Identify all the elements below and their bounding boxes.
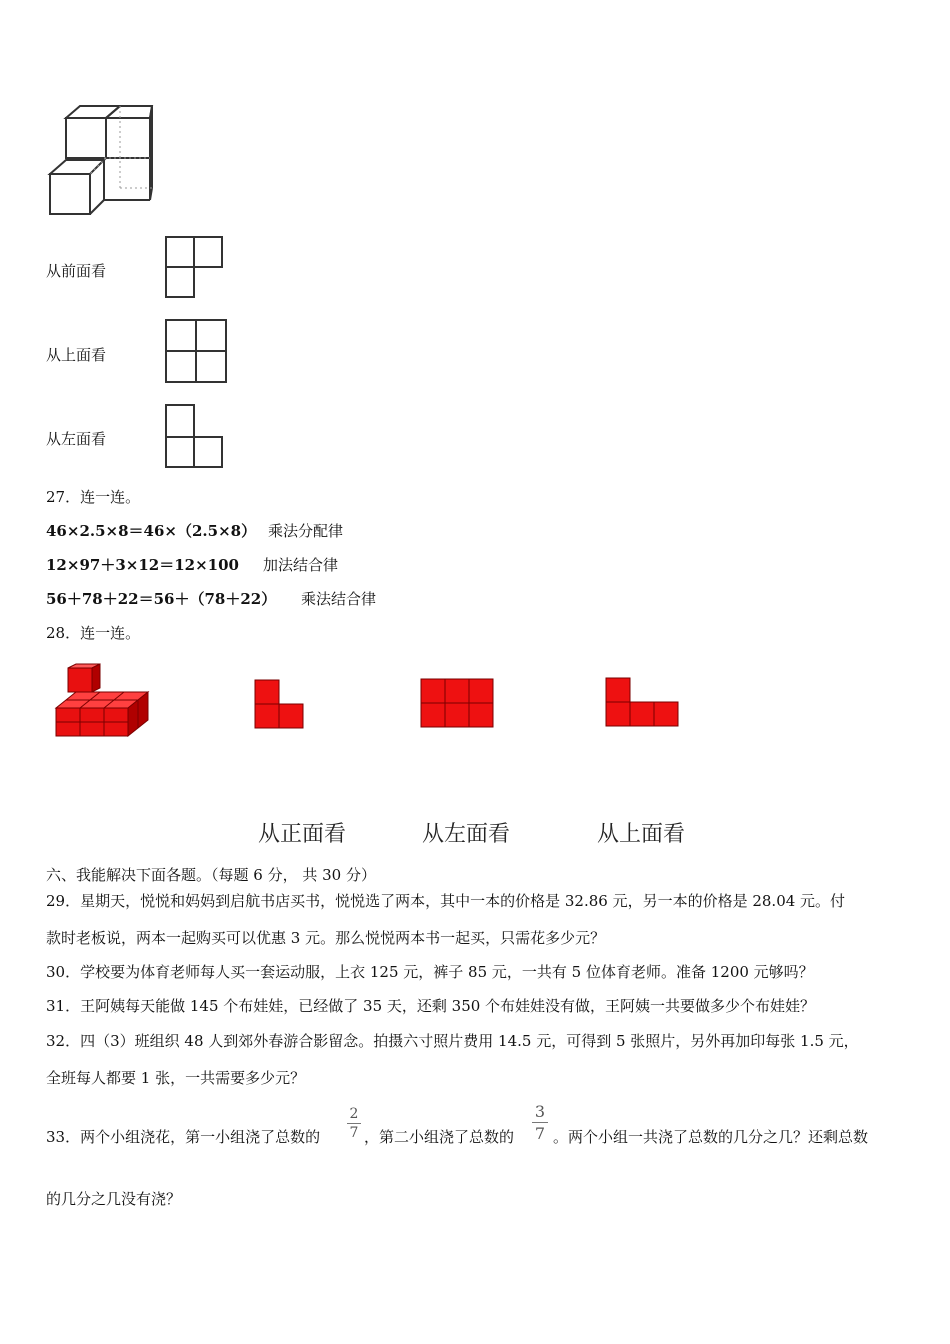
- q29-line-2: 款时老板说，两本一起购买可以优惠 3 元。那么悦悦两本书一起买，只需花多少元？: [46, 929, 606, 947]
- fraction-2-denominator: 7: [534, 1124, 546, 1143]
- fraction-1-denominator: 7: [349, 1125, 359, 1141]
- cube-solid-figure: [46, 102, 156, 218]
- q32-line-2: 全班每人都要 1 张，一共需要多少元？: [46, 1069, 306, 1087]
- fraction-1-numerator: 2: [349, 1106, 359, 1122]
- red-view-l-shape: [254, 679, 306, 731]
- q27-law-1: 乘法分配律: [268, 522, 344, 540]
- q27-expr-2: 12×97＋3×12＝12×100: [46, 556, 239, 574]
- q27-law-2: 加法结合律: [263, 556, 339, 574]
- q27-title: 27．连一连。: [46, 488, 141, 506]
- q27-expr-3: 56＋78＋22＝56＋（78＋22）: [46, 590, 277, 608]
- q31-text: 31．王阿姨每天能做 145 个布娃娃，已经做了 35 天，还剩 350 个布娃娃没有做，王阿姨一共要做多少个布娃娃？: [46, 997, 816, 1015]
- q28-caption-left: 从左面看: [422, 822, 511, 847]
- q27-expr-1: 46×2.5×8＝46×（2.5×8）: [46, 522, 257, 540]
- q27-law-3: 乘法结合律: [301, 590, 377, 608]
- front-view-grid: [164, 235, 224, 299]
- q33-part-1: 33．两个小组浇花，第一小组浇了总数的: [46, 1128, 321, 1146]
- view-label-left: 从左面看: [46, 430, 107, 448]
- q33-part-2: ，第二小组浇了总数的: [364, 1128, 515, 1146]
- section-6-title: 六、我能解决下面各题。（每题 6 分， 共 30 分）: [46, 866, 376, 884]
- q33-fraction-2: [532, 1102, 548, 1143]
- left-view-grid: [164, 403, 224, 469]
- q28-title: 28．连一连。: [46, 624, 141, 642]
- red-view-rectangle: [420, 678, 496, 730]
- view-label-front: 从前面看: [46, 262, 107, 280]
- red-view-long-l-shape: [605, 677, 681, 729]
- red-cube-solid: [52, 664, 152, 740]
- q33-line-2: 的几分之几没有浇？: [46, 1190, 182, 1208]
- q32-line-1: 32．四（3）班组织 48 人到郊外春游合影留念。拍摄六寸照片费用 14.5 元，可得到 5 张照片，另外再加印每张 1.5 元，: [46, 1032, 859, 1050]
- fraction-2-numerator: 3: [534, 1102, 546, 1121]
- q28-caption-front: 从正面看: [258, 822, 347, 847]
- q29-line-1: 29．星期天，悦悦和妈妈到启航书店买书，悦悦选了两本，其中一本的价格是 32.86 元，另一本的价格是 28.04 元。付: [46, 892, 846, 910]
- q33-fraction-1: [347, 1106, 361, 1141]
- q30-text: 30．学校要为体育老师每人买一套运动服，上衣 125 元，裤子 85 元，一共有 5 位体育老师。准备 1200 元够吗？: [46, 963, 814, 981]
- q33-part-3: 。两个小组一共浇了总数的几分之几？还剩总数: [553, 1128, 869, 1146]
- q28-caption-top: 从上面看: [597, 822, 686, 847]
- view-label-top: 从上面看: [46, 346, 107, 364]
- top-view-grid: [164, 318, 228, 384]
